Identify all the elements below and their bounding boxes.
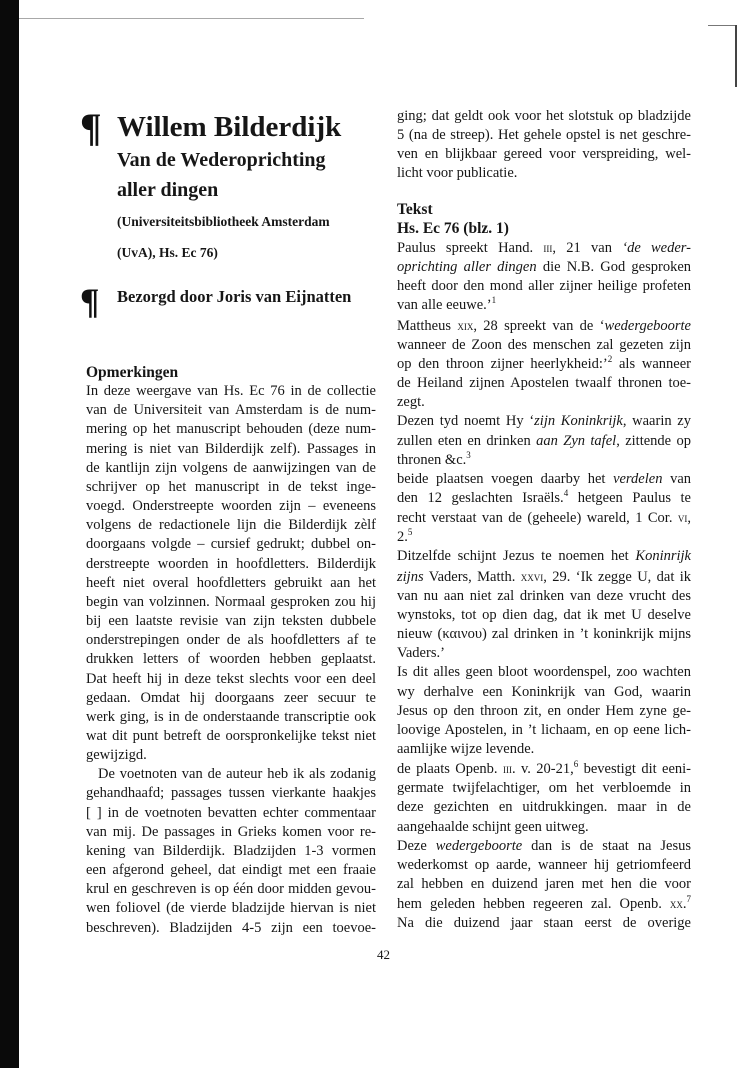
text-line: In deze weergave van Hs. Ec 76 in de collectie [86, 383, 376, 400]
editor-credit: Bezorgd door Joris van Eijnatten [117, 287, 352, 306]
text-line: den 12 geslachten Israëls.$^4$ hetgeen Paulus te [397, 487, 691, 506]
text-line: bij een laatste revisie van zijn teksten dubbele [86, 613, 376, 630]
greek-word: καινου [442, 626, 483, 643]
text-line: zullen eten en drinken aan Zyn tafel, zittende op [397, 432, 691, 449]
text-line: Deze wedergeboorte dan is de staat na Jesus [397, 837, 692, 854]
text-line: hem geleden hebben regeeren zal. Openb. xx.$^7$ [397, 894, 691, 913]
text-line: mering op het manuscript behouden (deze num- [86, 421, 376, 438]
text-line: zijns Vaders, Matth. xxvi, 29. ‘Ik zegge U, dat ik [397, 568, 692, 585]
text-line: van nu aan niet zal drinken van deze vrucht des [397, 587, 691, 604]
text-line: werk ging, is in de onderstaande transcriptie ook [86, 708, 376, 725]
footnote-ref: 1 [491, 295, 497, 306]
text-line: Mattheus xix, 28 spreekt van de ‘wedergeboorte [397, 317, 691, 334]
text-line: 2.$^5$ [397, 527, 413, 546]
text-line: wat dit punt betreft de oorspronkelijke tekst niet [86, 727, 376, 744]
text-line: voegd. Onderstreepte woorden zijn – eveneens [86, 498, 376, 515]
text-line: de Heiland zijnen Apostelen twaalf thronen toe- [397, 375, 691, 392]
footnote-ref: 3 [466, 449, 471, 460]
text-line: mering is niet van Bilderdijk zelf). Passages in [86, 440, 376, 457]
text-line: Is dit alles geen bloot woordenspel, zoo wachten [397, 664, 691, 681]
text-line: van de Universiteit van Amsterdam is de num- [86, 402, 376, 419]
text-line: Ditzelfde schijnt Jezus te noemen het Koninrijk [397, 548, 691, 565]
text-line: heeft door den mond aller zijner heilige profeten [397, 278, 691, 295]
text-line: ven en blijkbaar gereed voor verspreiding, wel- [397, 146, 691, 163]
text-line: krul en geschreven is op één door midden gevou- [86, 881, 376, 898]
work-title [117, 145, 377, 205]
scan-mark-right [708, 25, 736, 26]
section-heading-opmerkingen: Opmerkingen [86, 364, 179, 381]
page-number: 42 [377, 947, 390, 962]
text-line: schrijver op het manuscript in de tekst inge- [86, 478, 376, 495]
text-line: derstreepte woorden in hoofdletters. Bilderdijk [86, 555, 376, 572]
text-line: Jesus op den throon zit, en onder Hem zyne ge- [397, 702, 691, 719]
text-line: van mij. De passages in Grieks komen voor re- [86, 823, 376, 840]
scan-edge-left [0, 0, 19, 1068]
text-line: aamlijke wijze levende. [397, 741, 535, 757]
text-line: deze gezichten en uitdrukkingen. maar in de [397, 799, 691, 816]
text-line: aangehaalde schijnt geen uitweg. [397, 818, 589, 835]
text-line: zegt. [397, 394, 425, 411]
text-line: thronen &c.$^3$ [397, 449, 471, 468]
footnote-ref: 5 [407, 527, 413, 538]
text-line: De voetnoten van de auteur heb ik als zodanig [98, 766, 376, 783]
text-line: beschreven). Bladzijden 4-5 zijn een toevoe- [86, 919, 376, 936]
author-name: Willem Bilderdijk [117, 111, 342, 143]
scan-mark-right-vertical [735, 25, 737, 87]
text-line: volgens de redactionele lijn die Bilderdijk zèlf [86, 517, 376, 534]
right-column [397, 107, 691, 934]
text-line: kening van Bilderdijk. Bladzijden 1-3 vormen [86, 842, 376, 859]
text-line: gedaan. Omdat hij doorgaans zeer secuur te [86, 689, 376, 706]
text-line: wederkomst op aarde, wanneer hij getriomfeerd [397, 856, 691, 873]
text-line: van alle eeuwe.’$^1$ [397, 295, 497, 314]
text-line: beide plaatsen voegen daarby het verdelen van [397, 470, 692, 487]
text-line: onderstrepingen onder de als hoofdletters af te [86, 632, 376, 649]
text-line: ging; dat geldt ook voor het slotstuk op bladzijde [397, 108, 691, 124]
text-line: Na die duizend jaar staan eerst de overige [397, 915, 691, 932]
text-line: Vaders.’ [397, 645, 445, 662]
section-heading-tekst: Tekst [397, 200, 433, 218]
work-title-line: aller dingen [117, 179, 219, 201]
source-line: (Universiteitsbibliotheek Amsterdam [117, 214, 330, 229]
text-line: op den throon zijner heerlykheid:’$^2$ als wanneer [397, 353, 691, 372]
text-line: doorgaans volgde – cursief gedrukt; dubbel on- [86, 536, 376, 553]
scan-edge-top [19, 18, 364, 19]
text-line: 5 (na de streep). Het gehele opstel is net geschre- [397, 127, 691, 144]
pilcrow-mark: ¶ [80, 105, 102, 150]
text-line: een afgerond geheel, dat eindigt met een fraaie [86, 862, 376, 879]
text-line: wy derhalve een Koninkrijk van God, waarin [397, 683, 691, 700]
text-line: loovige Apostelen, in ’t lichaam, en op eene lich- [397, 721, 691, 738]
source-line: (UvA), Hs. Ec 76) [117, 245, 218, 260]
text-line: recht verstaat van de (geheele) wareld, 1 Cor. vi, [397, 510, 692, 527]
text-line: drukken letters of woorden hebben geplaatst. [86, 651, 376, 668]
text-line: wynstoks, tot op dien dag, dat ik met U deselve [397, 606, 691, 623]
text-line: wanneer de Zoon des menschen zal gezeten zijn [397, 336, 691, 353]
text-line: [ ] in de voetnoten bevatten echter commentaar [86, 804, 376, 821]
work-title-line: Van de Wederoprichting [117, 149, 326, 171]
footnote-ref: 7 [686, 894, 691, 905]
text-line: heeft niet overal hoofdletters gebruikt aan het [86, 574, 376, 591]
pilcrow-mark: ¶ [80, 281, 100, 321]
manuscript-source [117, 206, 330, 268]
text-line: de kantlijn zijn volgens de aanwijzingen van de [86, 459, 376, 476]
text-line: oprichting aller dingen die N.B. God gesproken [397, 259, 692, 276]
left-column [86, 363, 376, 938]
text-line: Dezen tyd noemt Hy ‘zijn Koninkrijk, waarin zy [397, 413, 691, 430]
text-line: zal hebben en duizend jaren met hen die voor [397, 876, 691, 893]
text-line: nieuw (καινου) zal drinken in ’t koninkrijk mijns [397, 626, 691, 643]
manuscript-page-heading: Hs. Ec 76 (blz. 1) [397, 219, 509, 237]
text-line: gehandhaafd; passages tussen vierkante haakjes [86, 785, 376, 802]
text-line: Dat heeft hij in deze tekst slechts voor een deel [86, 670, 376, 687]
text-line: Paulus spreekt Hand. iii, 21 van ‘de weder- [397, 239, 691, 256]
text-line: gewijzigd. [86, 747, 147, 764]
text-line: de plaats Openb. iii. v. 20-21,$^6$ bevestigt dit eeni- [397, 759, 692, 778]
text-line: licht voor publicatie. [397, 165, 518, 182]
footnote-ref: 2 [607, 353, 613, 364]
text-line: wen foliovel (de vierde bladzijde hiervan is niet [86, 900, 376, 917]
footnote-ref: 6 [573, 759, 579, 770]
text-line: germate twijfelachtiger, om het verbloemde in [397, 780, 691, 797]
text-line: begin van volzinnen. Normaal gesproken zou hij [86, 593, 376, 610]
footnote-ref: 4 [563, 487, 569, 498]
